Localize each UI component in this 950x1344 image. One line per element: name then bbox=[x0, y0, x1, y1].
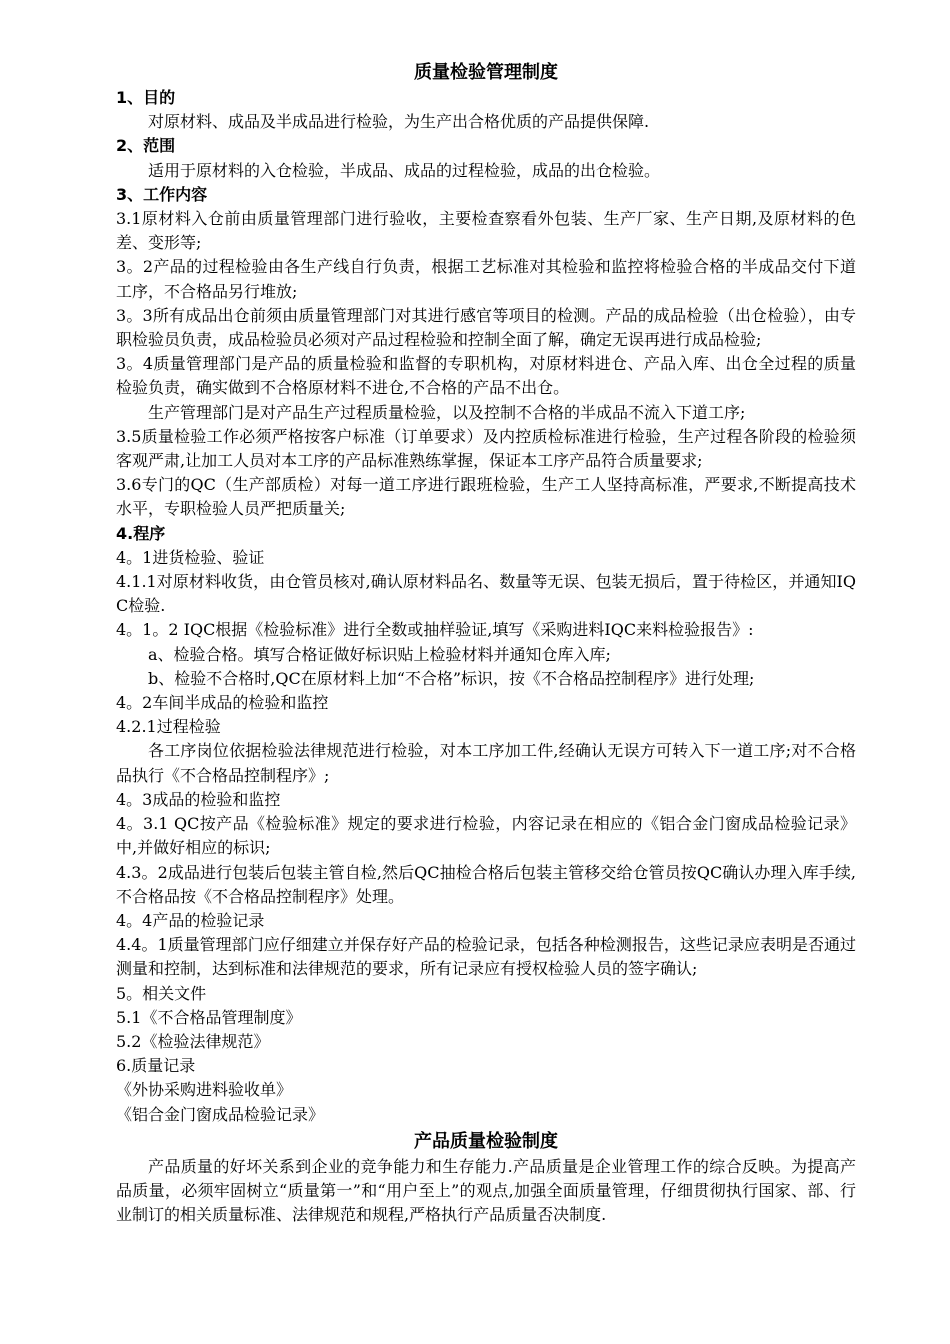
paragraph: 6.质量记录 bbox=[116, 1056, 196, 1076]
paragraph: 各工序岗位依据检验法律规范进行检验，对本工序加工件,经确认无误方可转入下一道工序;对不合格品执行《不合格品控制程序》; bbox=[116, 741, 856, 785]
section-heading-scope: 2、范围 bbox=[116, 136, 176, 156]
paragraph: 4。2车间半成品的检验和监控 bbox=[116, 693, 329, 713]
paragraph: 产品质量的好坏关系到企业的竞争能力和生存能力.产品质量是企业管理工作的综合反映。为提高产品质量，必须牢固树立“质量第一”和“用户至上”的观点,加强全面质量管理，仔细贯彻执行国家、部、行业制订的相关质量标准、法律规范和规程,严格执行产品质量否决制度. bbox=[116, 1156, 856, 1225]
document-page bbox=[116, 60, 856, 1227]
paragraph: 4.2.1过程检验 bbox=[116, 717, 221, 737]
paragraph: 4。4产品的检验记录 bbox=[116, 910, 265, 930]
list-item: a、检验合格。填写合格证做好标识贴上检验材料并通知仓库入库; bbox=[148, 644, 611, 664]
paragraph: 3.6专门的QC（生产部质检）对每一道工序进行跟班检验，生产工人坚持高标准，严要求,不断提高技术水平，专职检验人员严把质量关; bbox=[116, 475, 856, 519]
paragraph: 4。1。2 IQC根据《检验标准》进行全数或抽样验证,填写《采购进料IQC来料检验报告》: bbox=[116, 620, 754, 640]
list-item: 5.1《不合格品管理制度》 bbox=[116, 1007, 302, 1027]
paragraph: 4。1进货检验、验证 bbox=[116, 547, 265, 567]
paragraph: 适用于原材料的入仓检验，半成品、成品的过程检验，成品的出仓检验。 bbox=[148, 160, 661, 180]
paragraph: 4.1.1对原材料收货，由仓管员核对,确认原材料品名、数量等无误、包装无损后，置于待检区，并通知IQC检验. bbox=[116, 572, 856, 616]
paragraph: 3.1原材料入仓前由质量管理部门进行验收，主要检查察看外包装、生产厂家、生产日期,及原材料的色差、变形等; bbox=[116, 209, 856, 253]
paragraph: 4.4。1质量管理部门应仔细建立并保存好产品的检验记录，包括各种检测报告，这些记录应表明是否通过测量和控制，达到标准和法律规范的要求，所有记录应有授权检验人员的签字确认; bbox=[116, 935, 856, 979]
section-heading-procedure: 4.程序 bbox=[116, 523, 166, 543]
section-heading-work-content: 3、工作内容 bbox=[116, 184, 208, 204]
second-document-title: 产品质量检验制度 bbox=[414, 1130, 558, 1152]
paragraph: 4。3成品的检验和监控 bbox=[116, 789, 281, 809]
list-item: 《外协采购进料验收单》 bbox=[116, 1080, 293, 1100]
paragraph: 3。4质量管理部门是产品的质量检验和监督的专职机构，对原材料进仓、产品入库、出仓全过程的质量检验负责，确实做到不合格原材料不进仓,不合格的产品不出仓。 bbox=[116, 354, 856, 398]
paragraph: 3。2产品的过程检验由各生产线自行负责，根据工艺标准对其检验和监控将检验合格的半成品交付下道工序，不合格品另行堆放; bbox=[116, 257, 856, 301]
document-title: 质量检验管理制度 bbox=[414, 62, 558, 83]
paragraph: 3。3所有成品出仓前须由质量管理部门对其进行感官等项目的检测。产品的成品检验（出仓检验），由专职检验员负责，成品检验员必须对产品过程检验和控制全面了解，确定无误再进行成品检验; bbox=[116, 305, 856, 350]
list-item: b、检验不合格时,QC在原材料上加“不合格”标识，按《不合格品控制程序》进行处理; bbox=[148, 668, 755, 688]
paragraph: 对原材料、成品及半成品进行检验，为生产出合格优质的产品提供保障. bbox=[148, 112, 650, 132]
section-heading-purpose: 1、目的 bbox=[116, 88, 176, 107]
paragraph: 3.5质量检验工作必须严格按客户标准（订单要求）及内控质检标准进行检验，生产过程各阶段的检验须客观严肃,让加工人员对本工序的产品标准熟练掌握，保证本工序产品符合质量要求; bbox=[116, 426, 856, 471]
list-item: 5.2《检验法律规范》 bbox=[116, 1031, 270, 1051]
paragraph: 生产管理部门是对产品生产过程质量检验，以及控制不合格的半成品不流入下道工序; bbox=[148, 402, 746, 422]
paragraph: 4.3。2成品进行包装后包装主管自检,然后QC抽检合格后包装主管移交给仓管员按QC确认办理入库手续,不合格品按《不合格品控制程序》处理。 bbox=[116, 862, 856, 906]
paragraph: 4。3.1 QC按产品《检验标准》规定的要求进行检验，内容记录在相应的《铝合金门窗成品检验记录》中,并做好相应的标识; bbox=[116, 814, 856, 858]
list-item: 《铝合金门窗成品检验记录》 bbox=[116, 1104, 325, 1124]
paragraph: 5。相关文件 bbox=[116, 983, 207, 1003]
